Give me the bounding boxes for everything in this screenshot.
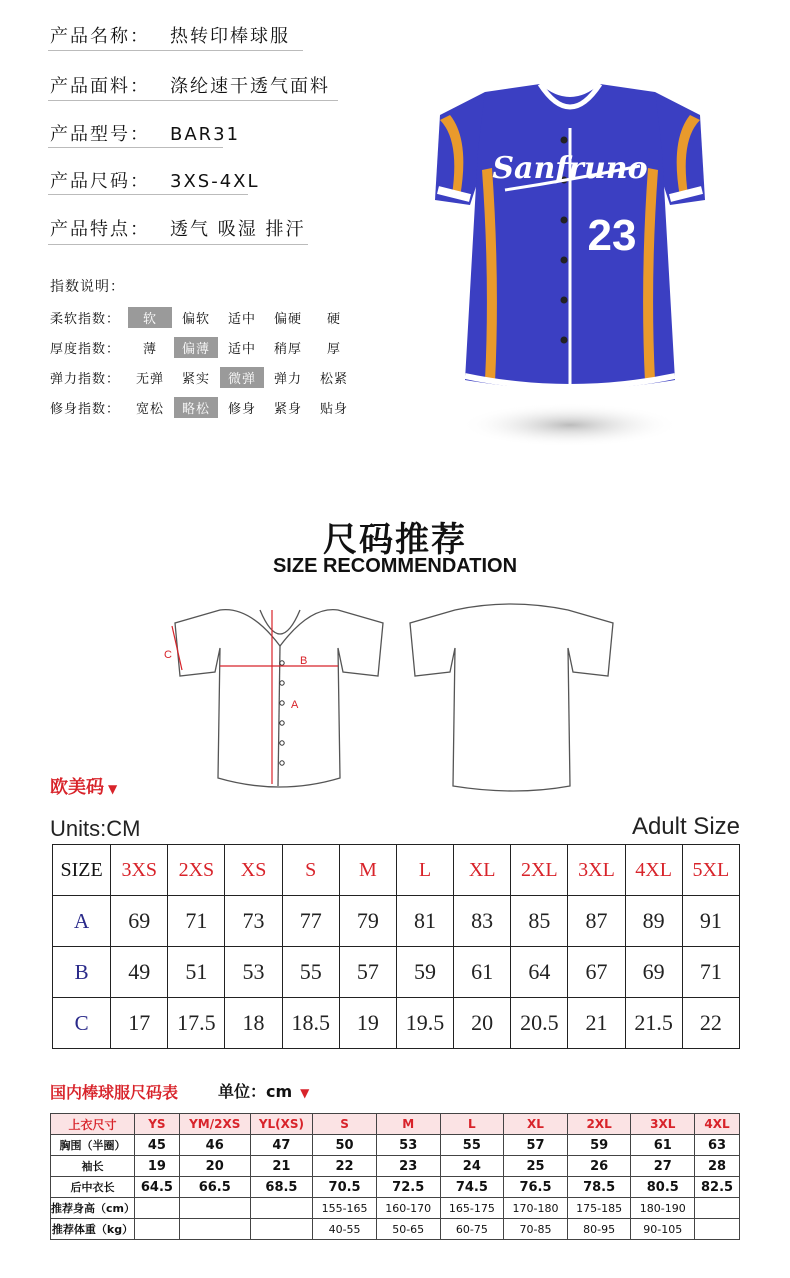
table-cell: 74.5 xyxy=(440,1177,504,1198)
info-row-fabric: 产品面料： 涤纶速干透气面料 xyxy=(50,76,330,97)
table-cell: 26 xyxy=(567,1156,631,1177)
table-cell: 89 xyxy=(625,896,682,947)
index-option: 适中 xyxy=(227,342,256,357)
label-b: B xyxy=(300,655,308,667)
row-label: 推荐身高（cm） xyxy=(51,1198,135,1219)
table-cell: 59 xyxy=(396,947,453,998)
table-header-cell: M xyxy=(376,1114,440,1135)
size-column-header: L xyxy=(396,845,453,896)
table-cell: 85 xyxy=(511,896,568,947)
table-cell: 72.5 xyxy=(376,1177,440,1198)
info-row-features: 产品特点： 透气 吸湿 排汗 xyxy=(50,219,306,240)
table-cell: 81 xyxy=(396,896,453,947)
index-option: 硬 xyxy=(326,312,341,327)
eu-size-table xyxy=(52,844,740,1049)
index-row-label: 厚度指数： xyxy=(50,342,121,357)
label-a: A xyxy=(291,699,299,711)
row-label: A xyxy=(53,896,111,947)
table-cell: 175-185 xyxy=(567,1198,631,1219)
table-cell: 20.5 xyxy=(511,998,568,1049)
table-cell: 68.5 xyxy=(250,1177,313,1198)
table-row xyxy=(53,947,740,998)
cn-unit-label: 单位：cm ▼ xyxy=(218,1082,310,1101)
table-cell: 24 xyxy=(440,1156,504,1177)
table-header-cell: YS xyxy=(135,1114,180,1135)
table-cell: 19 xyxy=(135,1156,180,1177)
table-header-cell: 2XL xyxy=(567,1114,631,1135)
table-cell xyxy=(250,1219,313,1240)
size-header: SIZE xyxy=(53,845,111,896)
index-row-label: 柔软指数： xyxy=(50,312,121,327)
table-cell xyxy=(250,1198,313,1219)
size-column-header: 4XL xyxy=(625,845,682,896)
cn-size-title: 国内棒球服尺码表 xyxy=(50,1083,179,1102)
index-option: 偏硬 xyxy=(273,312,302,327)
divider xyxy=(48,50,303,51)
table-row xyxy=(53,896,740,947)
table-cell: 18.5 xyxy=(282,998,339,1049)
table-cell: 46 xyxy=(179,1135,250,1156)
index-row xyxy=(50,397,358,418)
index-option: 无弹 xyxy=(135,372,164,387)
jersey-outline-diagram xyxy=(160,598,630,798)
index-option: 贴身 xyxy=(319,402,348,417)
triangle-down-icon: ▼ xyxy=(108,782,118,796)
index-option: 修身 xyxy=(227,402,256,417)
table-cell: 155-165 xyxy=(313,1198,377,1219)
table-header-cell: 3XL xyxy=(631,1114,695,1135)
index-option: 宽松 xyxy=(135,402,164,417)
table-row xyxy=(53,998,740,1049)
table-cell: 59 xyxy=(567,1135,631,1156)
table-cell: 50 xyxy=(313,1135,377,1156)
row-label: C xyxy=(53,998,111,1049)
table-cell: 20 xyxy=(179,1156,250,1177)
table-cell: 17 xyxy=(111,998,168,1049)
table-cell: 77 xyxy=(282,896,339,947)
table-cell: 66.5 xyxy=(179,1177,250,1198)
size-column-header: XS xyxy=(225,845,282,896)
table-cell: 165-175 xyxy=(440,1198,504,1219)
index-option: 松紧 xyxy=(319,372,348,387)
index-row-label: 弹力指数： xyxy=(50,372,121,387)
index-option: 稍厚 xyxy=(273,342,302,357)
table-cell: 50-65 xyxy=(376,1219,440,1240)
table-header-cell: YM/2XS xyxy=(179,1114,250,1135)
table-cell: 70-85 xyxy=(504,1219,568,1240)
table-cell: 21 xyxy=(250,1156,313,1177)
table-cell: 78.5 xyxy=(567,1177,631,1198)
section-title-en: SIZE RECOMMENDATION xyxy=(272,555,518,577)
index-row-label: 修身指数： xyxy=(50,402,121,417)
table-cell xyxy=(135,1219,180,1240)
table-cell: 21.5 xyxy=(625,998,682,1049)
table-cell xyxy=(695,1198,740,1219)
table-cell: 61 xyxy=(454,947,511,998)
table-cell: 47 xyxy=(250,1135,313,1156)
table-header-cell: YL(XS) xyxy=(250,1114,313,1135)
table-cell: 180-190 xyxy=(631,1198,695,1219)
index-row xyxy=(50,307,358,328)
row-label: 推荐体重（kg） xyxy=(51,1219,135,1240)
table-cell: 60-75 xyxy=(440,1219,504,1240)
table-cell xyxy=(179,1198,250,1219)
table-cell xyxy=(135,1198,180,1219)
table-cell: 64 xyxy=(511,947,568,998)
size-column-header: 2XS xyxy=(168,845,225,896)
eu-size-title: 欧美码 ▼ xyxy=(50,777,118,798)
table-cell: 49 xyxy=(111,947,168,998)
table-cell: 27 xyxy=(631,1156,695,1177)
row-label: B xyxy=(53,947,111,998)
info-row-size: 产品尺码： 3XS-4XL xyxy=(50,171,260,192)
table-cell: 80.5 xyxy=(631,1177,695,1198)
table-cell: 55 xyxy=(282,947,339,998)
table-cell: 20 xyxy=(454,998,511,1049)
table-cell: 79 xyxy=(339,896,396,947)
table-cell: 61 xyxy=(631,1135,695,1156)
table-cell: 19.5 xyxy=(396,998,453,1049)
table-cell: 69 xyxy=(111,896,168,947)
index-row xyxy=(50,337,358,358)
table-cell: 70.5 xyxy=(313,1177,377,1198)
table-cell: 71 xyxy=(168,896,225,947)
table-cell: 63 xyxy=(695,1135,740,1156)
table-cell: 71 xyxy=(682,947,739,998)
jersey-image xyxy=(430,80,710,460)
table-cell: 19 xyxy=(339,998,396,1049)
table-cell: 18 xyxy=(225,998,282,1049)
table-cell: 45 xyxy=(135,1135,180,1156)
row-label: 胸围（半圈） xyxy=(51,1135,135,1156)
index-option: 厚 xyxy=(326,342,341,357)
table-cell: 40-55 xyxy=(313,1219,377,1240)
table-cell: 22 xyxy=(313,1156,377,1177)
table-cell: 80-95 xyxy=(567,1219,631,1240)
label-c: C xyxy=(164,649,172,661)
table-cell: 53 xyxy=(376,1135,440,1156)
triangle-down-icon: ▼ xyxy=(300,1086,310,1100)
table-cell: 82.5 xyxy=(695,1177,740,1198)
size-column-header: 2XL xyxy=(511,845,568,896)
table-cell: 90-105 xyxy=(631,1219,695,1240)
table-cell xyxy=(695,1219,740,1240)
table-cell: 83 xyxy=(454,896,511,947)
table-cell: 67 xyxy=(568,947,625,998)
table-cell: 57 xyxy=(504,1135,568,1156)
table-cell: 73 xyxy=(225,896,282,947)
row-label: 袖长 xyxy=(51,1156,135,1177)
table-cell: 87 xyxy=(568,896,625,947)
table-cell: 25 xyxy=(504,1156,568,1177)
index-option: 薄 xyxy=(142,342,157,357)
divider xyxy=(48,244,308,245)
index-option-selected: 偏薄 xyxy=(174,337,218,358)
table-cell: 21 xyxy=(568,998,625,1049)
table-cell: 69 xyxy=(625,947,682,998)
size-column-header: S xyxy=(282,845,339,896)
index-option: 适中 xyxy=(227,312,256,327)
table-cell: 51 xyxy=(168,947,225,998)
table-cell: 170-180 xyxy=(504,1198,568,1219)
table-header-cell: S xyxy=(313,1114,377,1135)
table-cell: 76.5 xyxy=(504,1177,568,1198)
index-option-selected: 略松 xyxy=(174,397,218,418)
table-row xyxy=(51,1219,740,1240)
table-header-cell: 4XL xyxy=(695,1114,740,1135)
size-column-header: 3XS xyxy=(111,845,168,896)
table-header-cell: L xyxy=(440,1114,504,1135)
divider xyxy=(48,194,248,195)
size-column-header: M xyxy=(339,845,396,896)
table-cell: 57 xyxy=(339,947,396,998)
jersey-script-text: Sanfruno xyxy=(492,151,648,186)
units-label: Units:CM xyxy=(50,816,141,841)
table-row xyxy=(51,1198,740,1219)
table-row xyxy=(51,1156,740,1177)
table-cell xyxy=(179,1219,250,1240)
section-title-cn: 尺码推荐 xyxy=(323,520,467,560)
table-cell: 17.5 xyxy=(168,998,225,1049)
info-row-model: 产品型号： BAR31 xyxy=(50,124,241,145)
table-row xyxy=(51,1135,740,1156)
row-label: 后中衣长 xyxy=(51,1177,135,1198)
index-title: 指数说明： xyxy=(50,279,125,295)
cn-size-table xyxy=(50,1113,740,1240)
table-cell: 55 xyxy=(440,1135,504,1156)
index-row xyxy=(50,367,358,388)
table-cell: 64.5 xyxy=(135,1177,180,1198)
divider xyxy=(48,100,338,101)
table-header-cell: 上衣尺寸 xyxy=(51,1114,135,1135)
info-row-name: 产品名称： 热转印棒球服 xyxy=(50,26,290,47)
table-row xyxy=(51,1177,740,1198)
size-column-header: XL xyxy=(454,845,511,896)
adult-size-label: Adult Size xyxy=(631,813,740,840)
jersey-number: 23 xyxy=(587,211,637,260)
index-option: 紧身 xyxy=(273,402,302,417)
index-option-selected: 微弹 xyxy=(220,367,264,388)
divider xyxy=(48,147,223,148)
table-cell: 23 xyxy=(376,1156,440,1177)
index-option: 弹力 xyxy=(273,372,302,387)
index-option: 偏软 xyxy=(181,312,210,327)
table-cell: 160-170 xyxy=(376,1198,440,1219)
size-column-header: 3XL xyxy=(568,845,625,896)
table-cell: 53 xyxy=(225,947,282,998)
table-cell: 22 xyxy=(682,998,739,1049)
index-option-selected: 软 xyxy=(128,307,172,328)
table-cell: 28 xyxy=(695,1156,740,1177)
index-option: 紧实 xyxy=(181,372,210,387)
table-cell: 91 xyxy=(682,896,739,947)
table-header-cell: XL xyxy=(504,1114,568,1135)
size-column-header: 5XL xyxy=(682,845,739,896)
